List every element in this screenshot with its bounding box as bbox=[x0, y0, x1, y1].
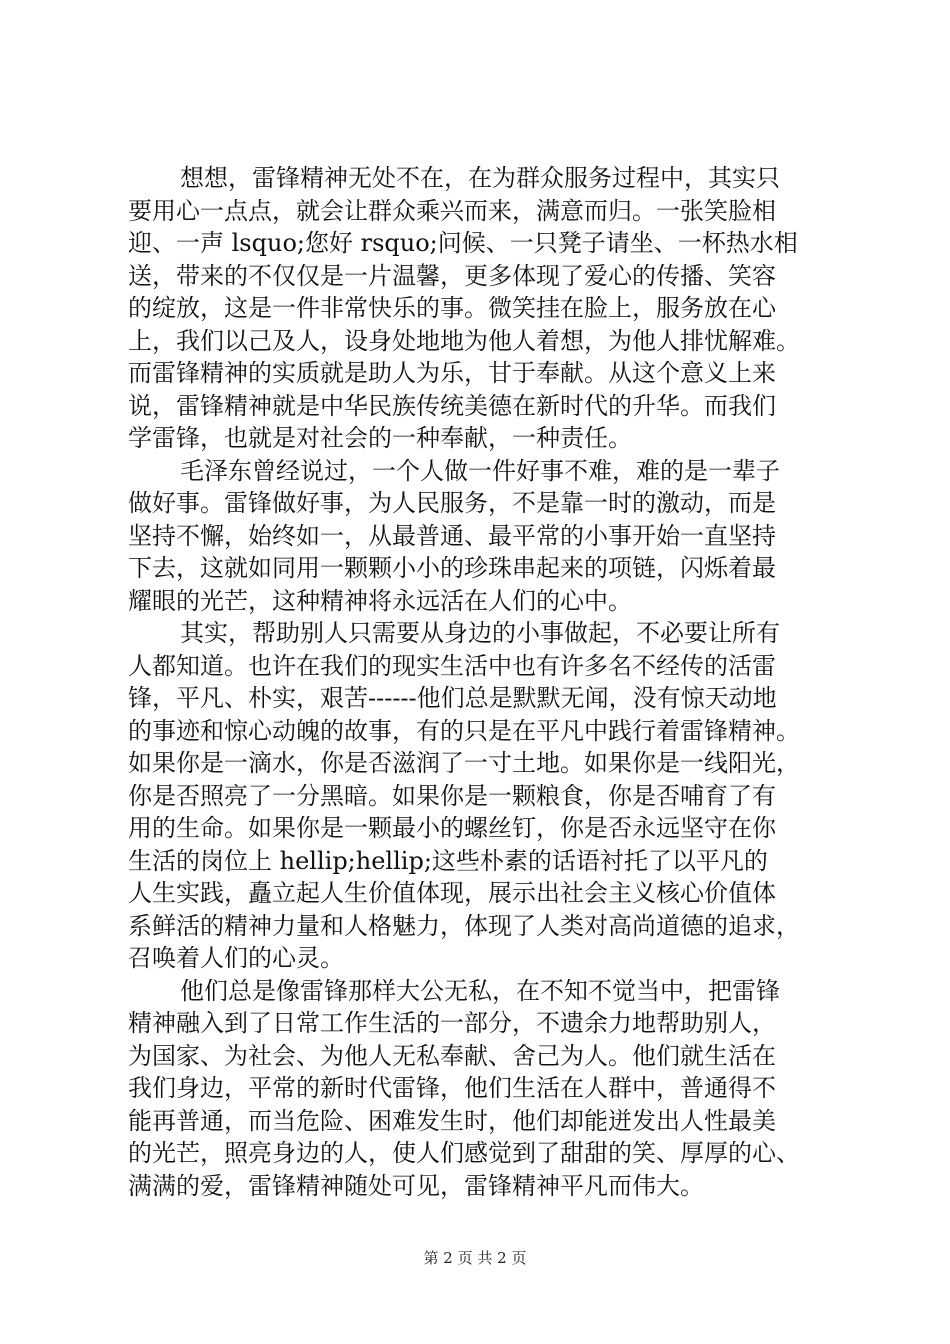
text-line: 的事迹和惊心动魄的故事，有的只是在平凡中践行着雷锋精神。 bbox=[128, 716, 800, 745]
text-line: 人都知道。也许在我们的现实生活中也有许多名不经传的活雷 bbox=[128, 651, 776, 680]
text-line: 下去，这就如同用一颗颗小小的珍珠串起来的项链，闪烁着最 bbox=[128, 554, 776, 582]
paragraph bbox=[128, 455, 848, 618]
text-line: 如果你是一滴水，你是否滋润了一寸土地。如果你是一线阳光， bbox=[128, 749, 800, 777]
text-line: 用的生命。如果你是一颗最小的螺丝钉，你是否永远坚守在你 bbox=[128, 814, 776, 842]
text-line: 人生实践，矗立起人生价值体现，展示出社会主义核心价值体 bbox=[128, 879, 776, 907]
text-line: 说，雷锋精神就是中华民族传统美德在新时代的升华。而我们 bbox=[128, 391, 776, 420]
paragraph bbox=[128, 617, 848, 975]
text-line: 迎、一声 lsquo;您好 rsquo;问候、一只凳子请坐、一杯热水相 bbox=[128, 229, 798, 257]
text-line: 系鲜活的精神力量和人格魅力，体现了人类对高尚道德的追求， bbox=[128, 911, 800, 940]
text-line: 的绽放，这是一件非常快乐的事。微笑挂在脸上，服务放在心 bbox=[128, 294, 776, 322]
text-line: 你是否照亮了一分黑暗。如果你是一颗粮食，你是否哺育了有 bbox=[128, 781, 776, 810]
text-line: 为国家、为社会、为他人无私奉献、舍己为人。他们就生活在 bbox=[128, 1041, 776, 1070]
text-line: 要用心一点点，就会让群众乘兴而来，满意而归。一张笑脸相 bbox=[128, 196, 776, 225]
text-line: 学雷锋，也就是对社会的一种奉献，一种责任。 bbox=[128, 424, 632, 452]
text-line: 做好事。雷锋做好事，为人民服务，不是靠一时的激动，而是 bbox=[128, 489, 776, 517]
paragraph bbox=[128, 162, 848, 455]
text-line: 他们总是像雷锋那样大公无私，在不知不觉当中，把雷锋 bbox=[180, 976, 780, 1005]
text-line: 而雷锋精神的实质就是助人为乐，甘于奉献。从这个意义上来 bbox=[128, 359, 776, 387]
text-line: 其实，帮助别人只需要从身边的小事做起，不必要让所有 bbox=[180, 619, 780, 647]
paragraph bbox=[128, 975, 848, 1203]
text-line: 送，带来的不仅仅是一片温馨，更多体现了爱心的传播、笑容 bbox=[128, 261, 776, 290]
text-line: 生活的岗位上 hellip;hellip;这些朴素的话语衬托了以平凡的 bbox=[128, 846, 768, 875]
text-line: 精神融入到了日常工作生活的一部分，不遗余力地帮助别人， bbox=[128, 1009, 776, 1037]
text-line: 的光芒，照亮身边的人，使人们感觉到了甜甜的笑、厚厚的心、 bbox=[128, 1139, 800, 1167]
text-line: 耀眼的光芒，这种精神将永远活在人们的心中。 bbox=[128, 586, 632, 615]
text-line: 上，我们以己及人，设身处地地为他人着想，为他人排忧解难。 bbox=[128, 326, 800, 355]
text-line: 坚持不懈，始终如一，从最普通、最平常的小事开始一直坚持 bbox=[128, 521, 776, 550]
document-body bbox=[128, 162, 848, 1202]
text-line: 满满的爱，雷锋精神随处可见，雷锋精神平凡而伟大。 bbox=[128, 1171, 704, 1200]
text-line: 我们身边，平常的新时代雷锋，他们生活在人群中，普通得不 bbox=[128, 1074, 776, 1102]
text-line: 能再普通，而当危险、困难发生时，他们却能迸发出人性最美 bbox=[128, 1106, 776, 1135]
text-line: 锋，平凡、朴实，艰苦------他们总是默默无闻，没有惊天动地 bbox=[128, 684, 777, 712]
text-line: 想想，雷锋精神无处不在，在为群众服务过程中，其实只 bbox=[180, 164, 780, 192]
page-footer: 第 2 页 共 2 页 bbox=[423, 1249, 527, 1267]
text-line: 毛泽东曾经说过，一个人做一件好事不难，难的是一辈子 bbox=[180, 456, 780, 485]
text-line: 召唤着人们的心灵。 bbox=[128, 944, 344, 972]
